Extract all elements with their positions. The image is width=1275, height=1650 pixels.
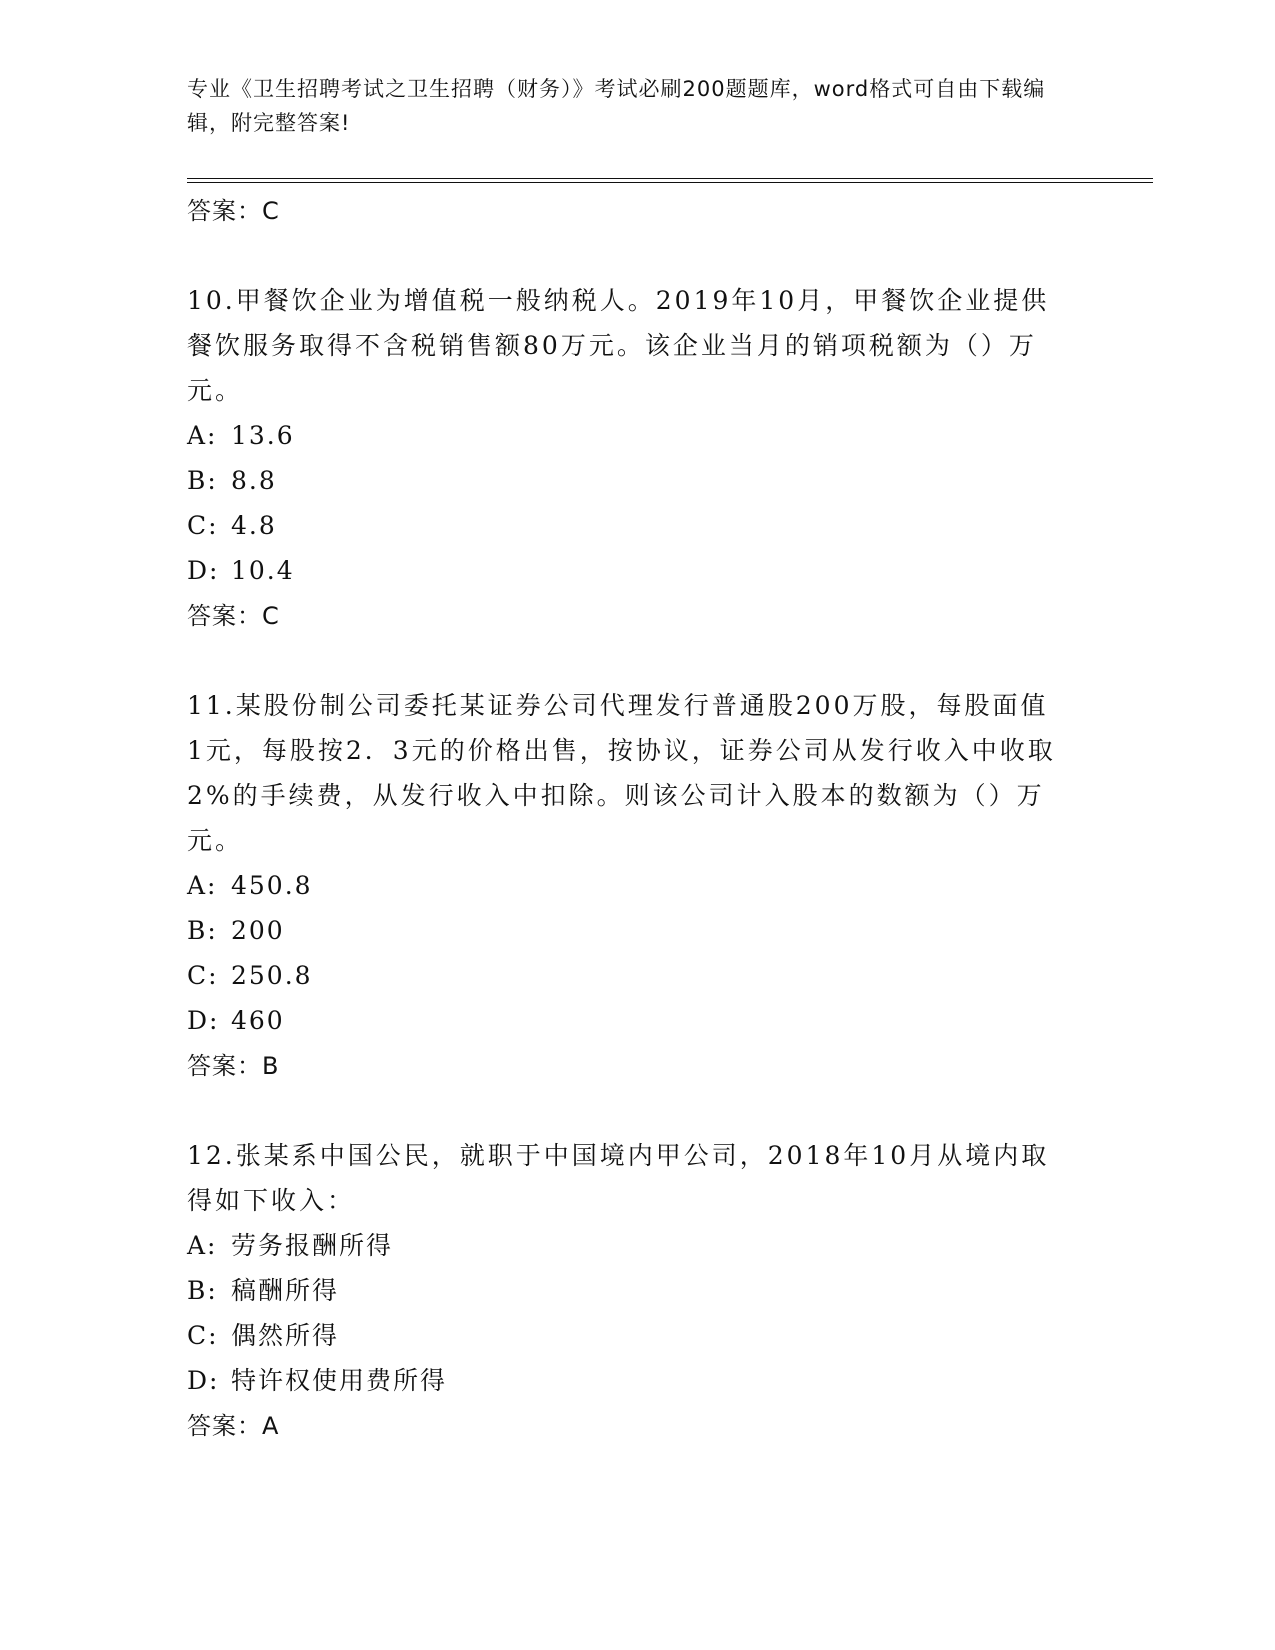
question-block <box>187 1133 1067 1449</box>
option-c <box>187 503 1067 548</box>
option-d <box>187 998 1067 1043</box>
question-block <box>187 683 1067 1089</box>
option-letter: A: <box>187 871 218 900</box>
option-value: 偶然所得 <box>231 1321 340 1350</box>
option-letter: A: <box>187 421 218 450</box>
option-value: 460 <box>231 1006 285 1035</box>
option-letter: C: <box>187 1321 219 1350</box>
question-text: 12.张某系中国公民，就职于中国境内甲公司，2018年10月从境内取得如下收入： <box>187 1141 1050 1215</box>
option-a <box>187 1223 1067 1268</box>
option-value: 稿酬所得 <box>231 1276 340 1305</box>
question-block <box>187 278 1067 639</box>
question-text: 10.甲餐饮企业为增值税一般纳税人。2019年10月，甲餐饮企业提供餐饮服务取得不含税销售额80万元。该企业当月的销项税额为（）万元。 <box>187 286 1050 405</box>
option-value: 特许权使用费所得 <box>231 1366 448 1395</box>
header-rule-top <box>187 178 1153 179</box>
option-a <box>187 413 1067 458</box>
answer-line: 答案：B <box>187 1052 280 1080</box>
option-letter: D: <box>187 1006 220 1035</box>
question-text: 11.某股份制公司委托某证券公司代理发行普通股200万股，每股面值1元，每股按2．3元的价格出售，按协议，证券公司从发行收入中收取2%的手续费，从发行收入中扣除。则该公司计入股本的数额为（）万元。 <box>187 691 1056 855</box>
previous-answer: 答案：C <box>187 197 280 225</box>
option-c <box>187 1313 1067 1358</box>
option-value: 250.8 <box>231 961 313 990</box>
option-letter: B: <box>187 1276 218 1305</box>
option-letter: B: <box>187 916 218 945</box>
option-value: 13.6 <box>231 421 295 450</box>
option-letter: D: <box>187 556 220 585</box>
option-b <box>187 458 1067 503</box>
page-header: 专业《卫生招聘考试之卫生招聘（财务）》考试必刷200题题库，word格式可自由下载编辑，附完整答案! <box>187 77 1046 135</box>
option-value: 8.8 <box>231 466 277 495</box>
option-letter: C: <box>187 961 219 990</box>
option-c <box>187 953 1067 998</box>
option-b <box>187 1268 1067 1313</box>
option-value: 450.8 <box>231 871 313 900</box>
answer-line: 答案：A <box>187 1412 280 1440</box>
option-value: 4.8 <box>231 511 277 540</box>
option-value: 10.4 <box>231 556 295 585</box>
option-b <box>187 908 1067 953</box>
question-list <box>187 188 1067 1449</box>
option-d <box>187 1358 1067 1403</box>
option-letter: C: <box>187 511 219 540</box>
answer-line: 答案：C <box>187 602 280 630</box>
option-d <box>187 548 1067 593</box>
option-letter: A: <box>187 1231 218 1260</box>
header-rule-bottom <box>187 182 1153 183</box>
option-a <box>187 863 1067 908</box>
option-letter: D: <box>187 1366 220 1395</box>
option-value: 劳务报酬所得 <box>231 1231 394 1260</box>
option-value: 200 <box>231 916 285 945</box>
option-letter: B: <box>187 466 218 495</box>
